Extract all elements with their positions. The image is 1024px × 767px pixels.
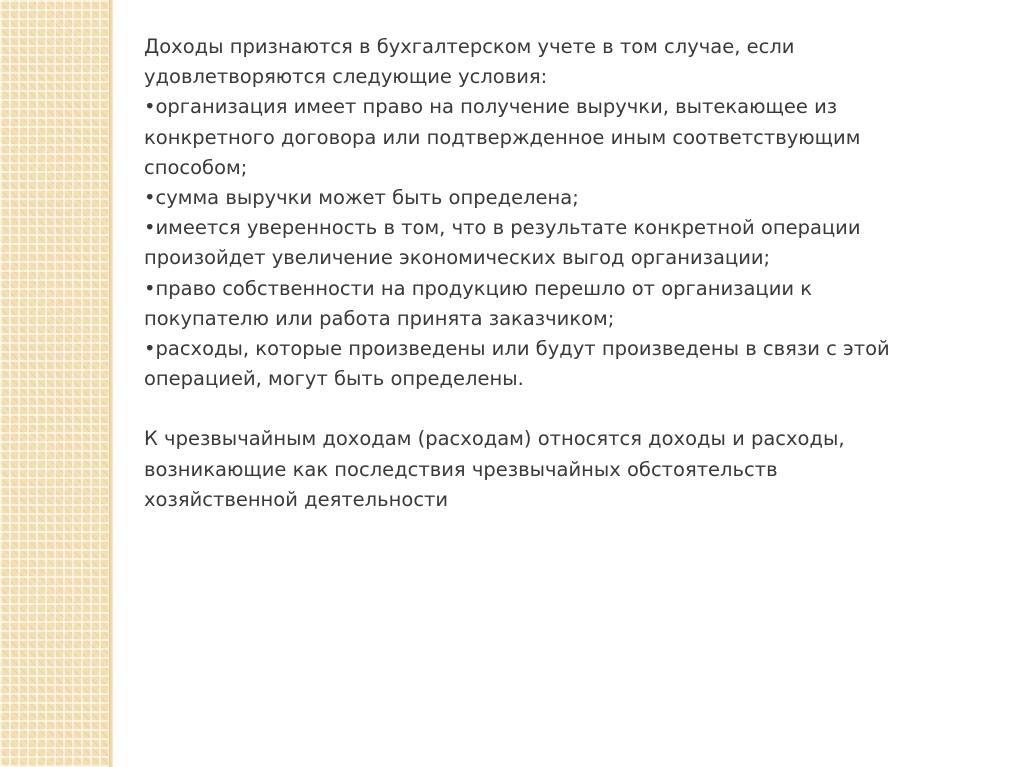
slide-text-body: [144, 32, 944, 515]
text-line: произойдет увеличение экономических выгод организации;: [144, 246, 771, 270]
text-line: удовлетворяются следующие условия:: [144, 65, 548, 89]
bullet-line: •организация имеет право на получение выручки, вытекающее из: [144, 95, 838, 119]
text-line: возникающие как последствия чрезвычайных обстоятельств: [144, 457, 778, 481]
text-line: Доходы признаются в бухгалтерском учете в том случае, если: [144, 35, 795, 58]
text-line: хозяйственной деятельности: [144, 487, 449, 511]
bullet-line: •расходы, которые произведены или будут произведены в связи с этой: [144, 337, 890, 361]
bullet-line: •право собственности на продукцию перешло от организации к: [144, 276, 813, 300]
paragraph-spacer: [144, 394, 944, 424]
bullet-line: •сумма выручки может быть определена;: [144, 186, 579, 210]
decorative-side-border: [109, 0, 113, 767]
decorative-side-pattern: [0, 0, 109, 767]
text-line: К чрезвычайным доходам (расходам) относятся доходы и расходы,: [144, 427, 845, 451]
text-line: конкретного договора или подтвержденное иным соответствующим: [144, 125, 861, 149]
text-line: операцией, могут быть определены.: [144, 367, 524, 391]
text-line: покупателю или работа принята заказчиком;: [144, 306, 615, 330]
text-line: способом;: [144, 155, 248, 179]
bullet-line: •имеется уверенность в том, что в результате конкретной операции: [144, 216, 861, 240]
